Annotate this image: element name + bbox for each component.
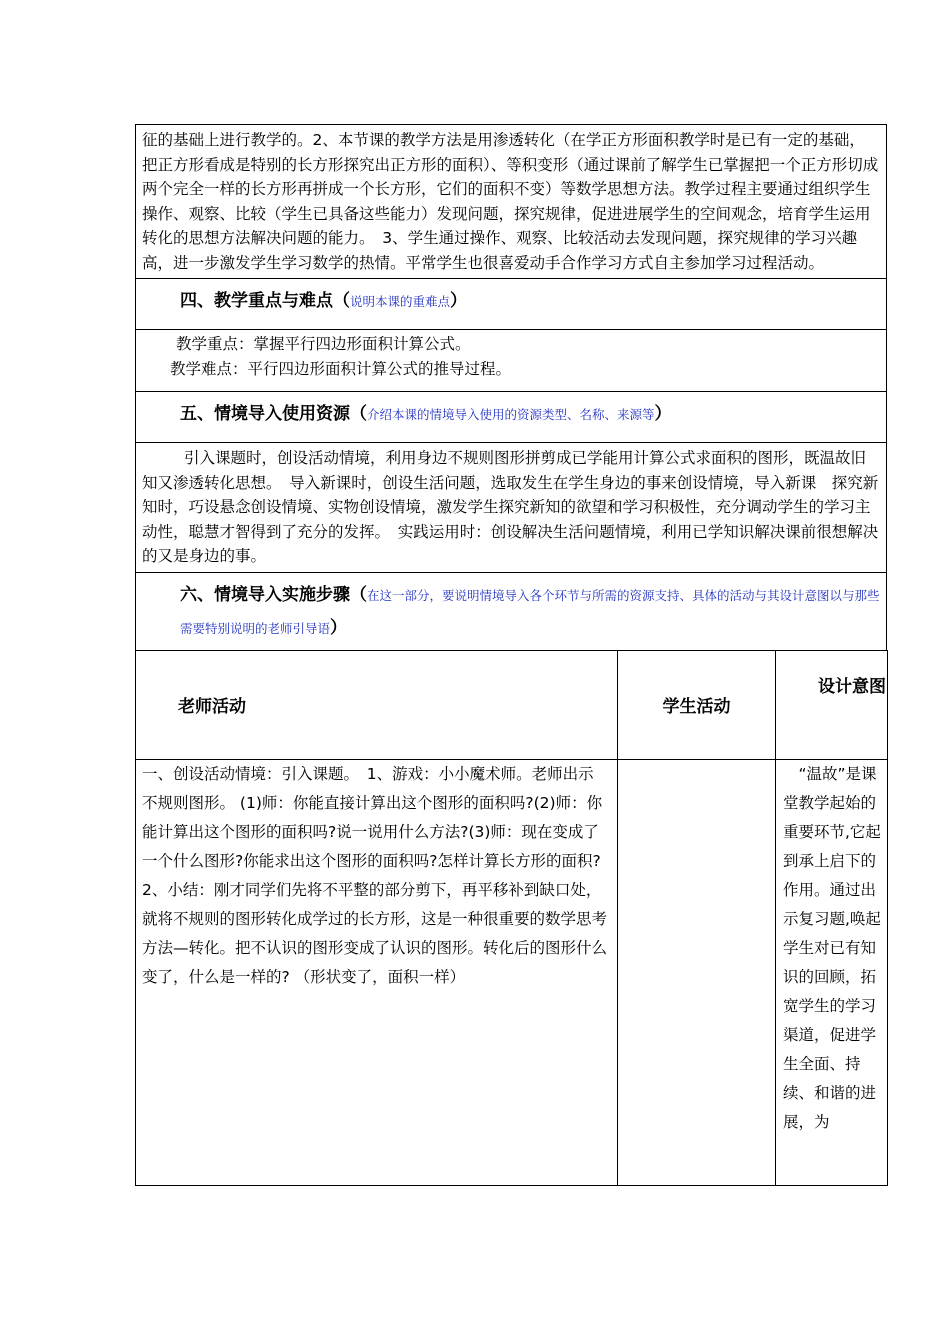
section6-title: 六、情境导入实施步骤	[180, 584, 350, 605]
header-teacher-activity: 老师活动	[136, 650, 618, 759]
header-student-activity: 学生活动	[618, 650, 776, 759]
key-point: 教学重点：掌握平行四边形面积计算公式。	[176, 335, 471, 353]
table-row	[136, 759, 888, 1185]
section4-note: 说明本课的重难点	[350, 294, 451, 309]
section5-body: 引入课题时，创设活动情境，利用身边不规则图形拼剪成已学能用计算公式求面积的图形，既温故旧知又渗透转化思想。 导入新课时，创设生活问题，选取发生在学生身边的事来创设情境，导入新课 探究新知时，巧设悬念创设情境、实物创设情境，激发学生探究新知的欲望和学习积极性，充分调动学生的学习主动性，聪慧才智得到了充分的发挥。 实践运用时：创设解决生活问题情境，利用已学知识解决课前很想解决的又是身边的事。	[135, 443, 887, 573]
section4-heading: 四、教学重点与难点（说明本课的重难点）	[135, 279, 887, 330]
document-page	[135, 124, 887, 1186]
section4-title: 四、教学重点与难点	[180, 291, 333, 311]
teacher-activity-cell: 一、创设活动情境：引入课题。 1、游戏：小小魔术师。老师出示不规则图形。 (1)师：你能直接计算出这个图形的面积吗?(2)师：你能计算出这个图形的面积吗?说一说用什么方法?(3)师：现在变成了一个什么图形?你能求出这个图形的面积吗?怎样计算长方形的面积? 2、小结：刚才同学们先将不平整的部分剪下，再平移补到缺口处，就将不规则的图形转化成学过的长方形，这是一种很重要的数学思考方法—转化。把不认识的图形变成了认识的图形。转化后的图形什么变了，什么是一样的? （形状变了，面积一样）	[136, 759, 618, 1185]
design-intent-cell: “温故”是课堂教学起始的重要环节,它起到承上启下的作用。通过出示复习题,唤起学生对已有知识的回顾，拓宽学生的学习渠道，促进学生全面、持续、和谐的进展，为	[776, 759, 888, 1185]
intro-paragraph: 征的基础上进行教学的。2、本节课的教学方法是用渗透转化（在学正方形面积教学时是已有一定的基础，把正方形看成是特别的长方形探究出正方形的面积）、等积变形（通过课前了解学生已掌握把一个正方形切成两个完全一样的长方形再拼成一个长方形，它们的面积不变）等数学思想方法。教学过程主要通过组织学生操作、观察、比较（学生已具备这些能力）发现问题，探究规律，促进进展学生的空间观念，培育学生运用转化的思想方法解决问题的能力。 3、学生通过操作、观察、比较活动去发现问题，探究规律的学习兴趣高，进一步激发学生学习数学的热情。平常学生也很喜爱动手合作学习方式自主参加学习过程活动。	[135, 124, 887, 279]
section4-content	[135, 330, 887, 392]
section5-heading: 五、情境导入使用资源（介绍本课的情境导入使用的资源类型、名称、来源等）	[135, 392, 887, 443]
student-activity-cell	[618, 759, 776, 1185]
section6-note: 在这一部分，要说明情境导入各个环节与所需的资源支持、具体的活动与其设计意图以与那些需要特别说明的老师引导语	[180, 587, 880, 636]
table-header-row	[136, 650, 888, 759]
section6-heading: 六、情境导入实施步骤（在这一部分，要说明情境导入各个环节与所需的资源支持、具体的活动与其设计意图以与那些需要特别说明的老师引导语）	[135, 573, 887, 651]
header-design-intent: 设计意图	[776, 650, 888, 759]
section5-title: 五、情境导入使用资源	[180, 404, 350, 424]
section5-note: 介绍本课的情境导入使用的资源类型、名称、来源等	[367, 407, 655, 422]
difficulty-point: 教学难点：平行四边形面积计算公式的推导过程。	[170, 360, 512, 378]
activity-table	[135, 650, 888, 1186]
